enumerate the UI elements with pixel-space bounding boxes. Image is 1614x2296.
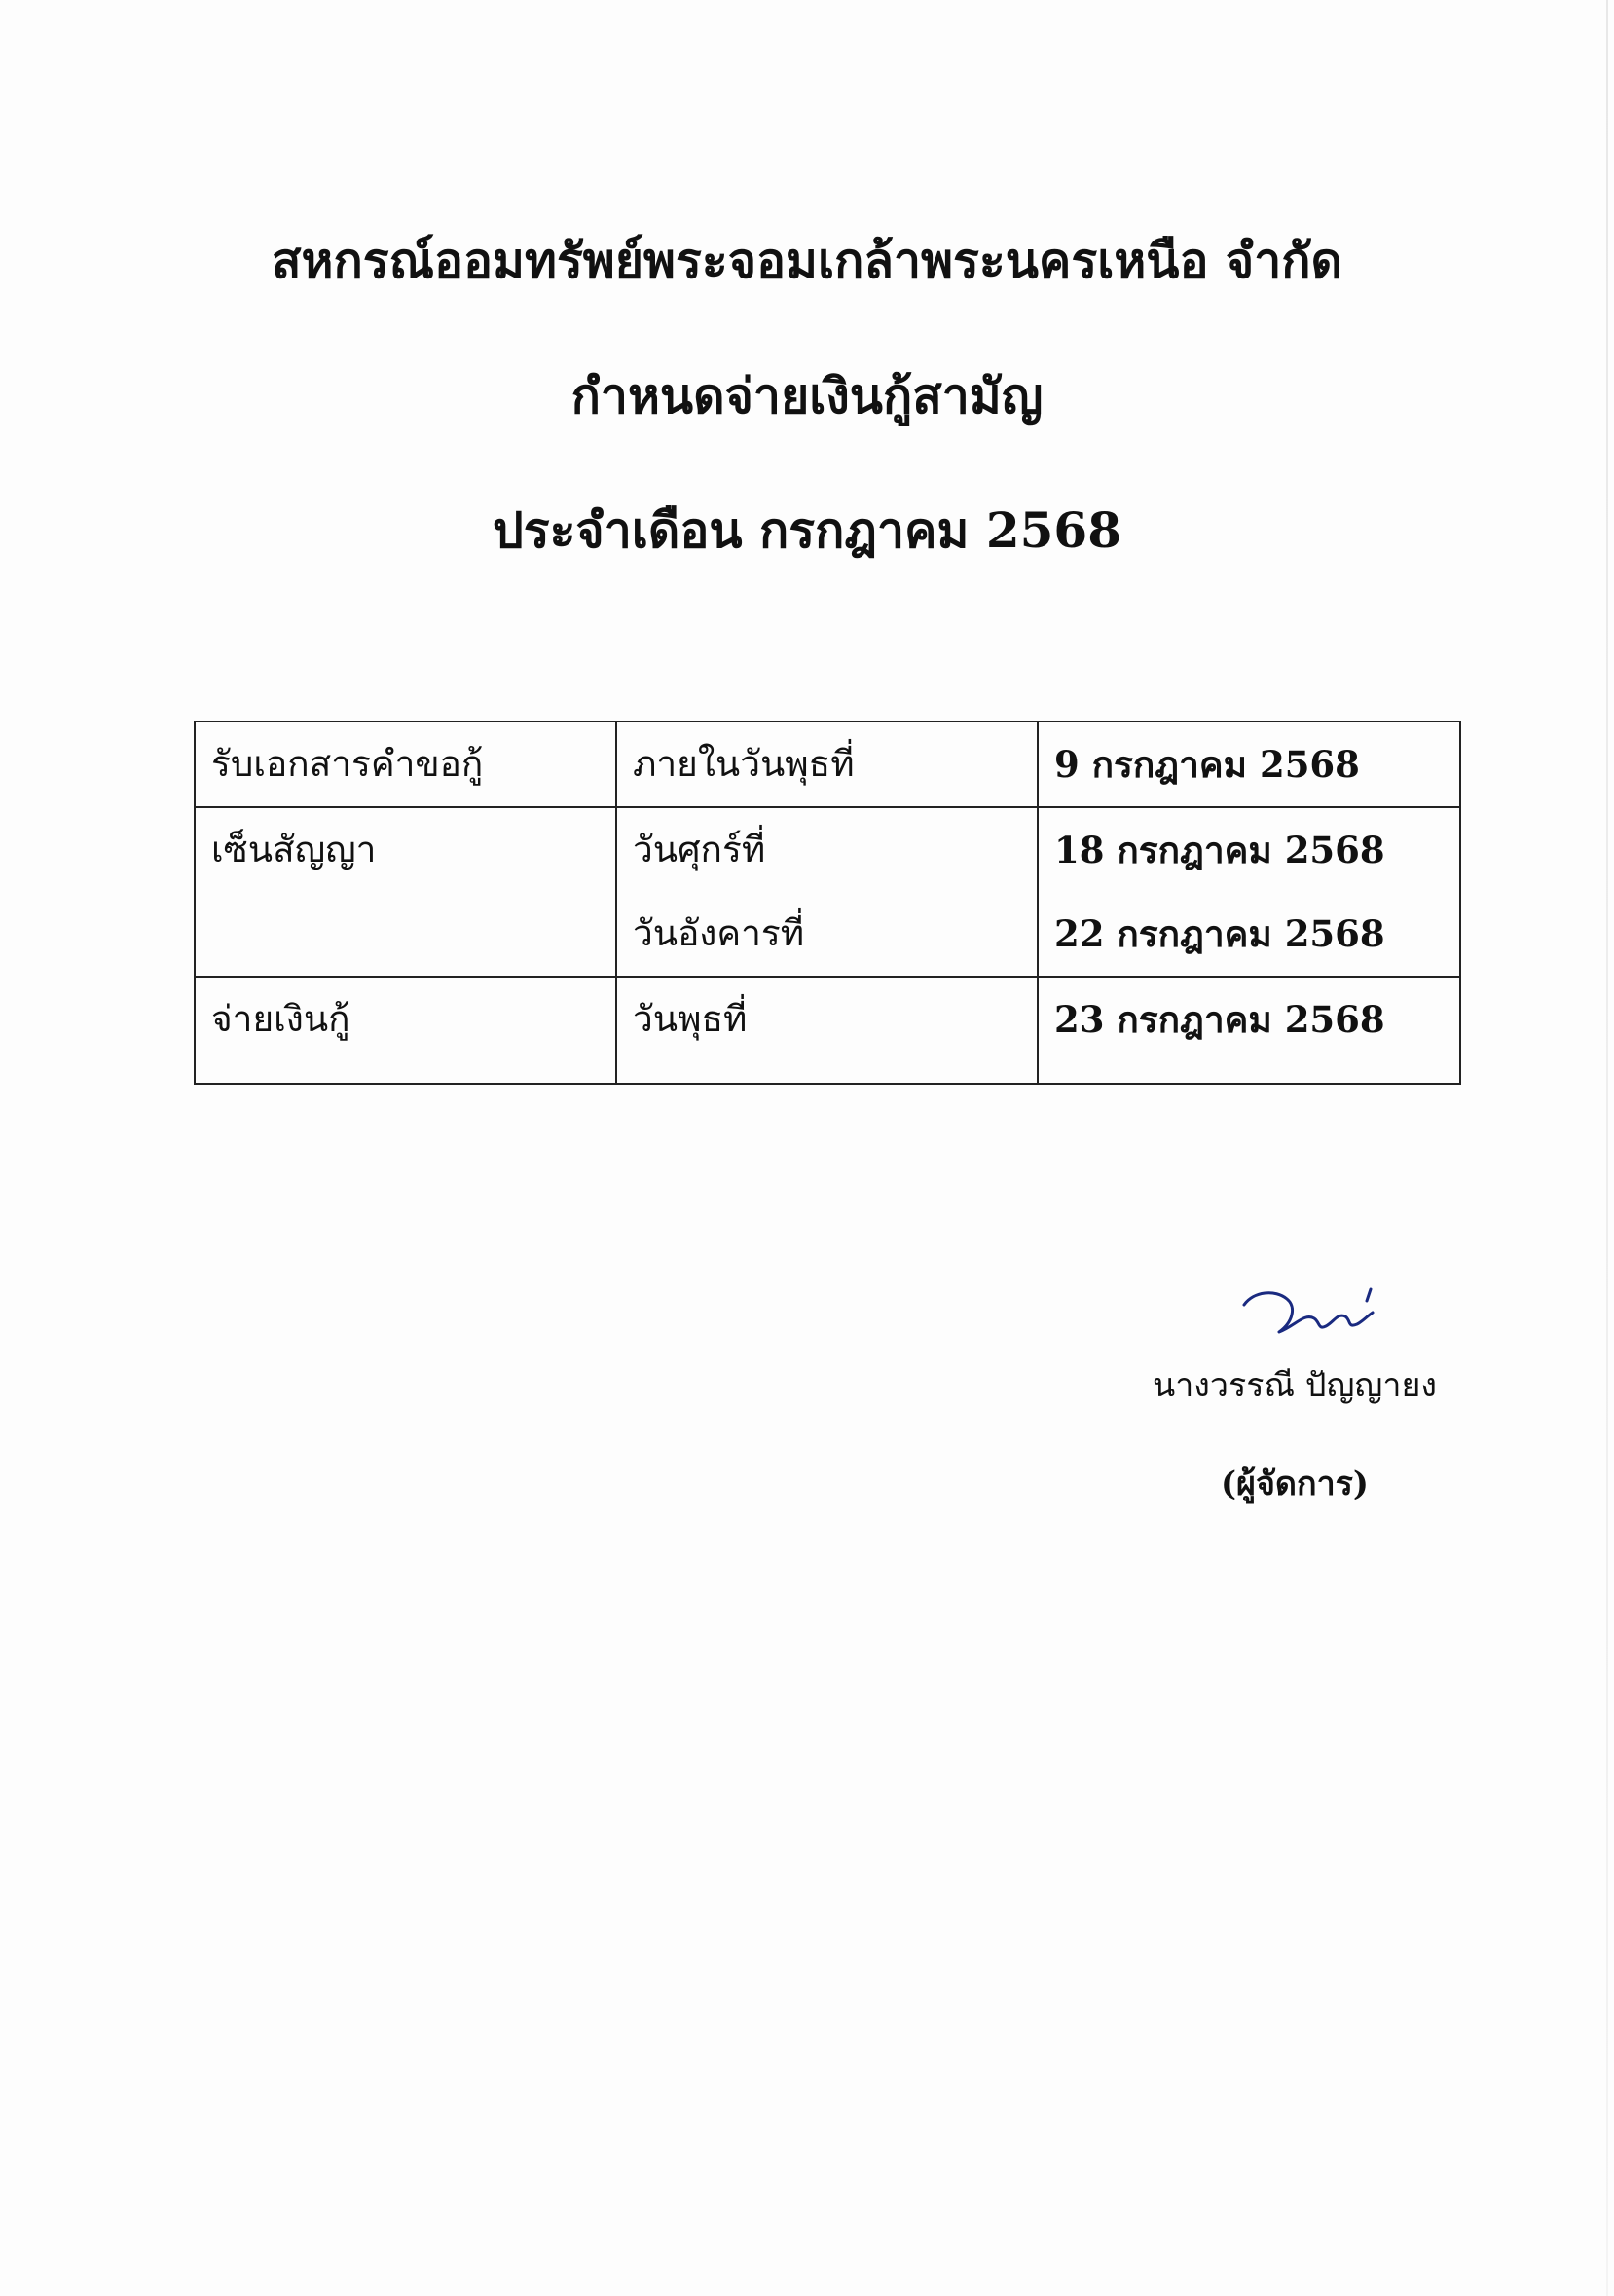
date-value: 9 กรกฎาคม 2568 xyxy=(1054,743,1360,786)
day-label: วันพุธที่ xyxy=(633,998,748,1040)
document-subject: กำหนดจ่ายเงินกู้สามัญ xyxy=(570,367,1044,425)
day-label: วันอังคารที่ xyxy=(633,912,805,954)
day-label: ภายในวันพุธที่ xyxy=(633,743,855,785)
date-value: 18 กรกฎาคม 2568 xyxy=(1054,829,1385,871)
step-label: รับเอกสารคำขอกู้ xyxy=(211,743,484,785)
step-label: เซ็นสัญญา xyxy=(211,829,377,870)
step-cell xyxy=(195,722,616,807)
signer-title: (ผู้จัดการ) xyxy=(1220,1464,1370,1503)
day-cell xyxy=(616,807,1038,977)
day-cell xyxy=(616,722,1038,807)
table-row xyxy=(195,977,1460,1084)
document-period: ประจำเดือน กรกฎาคม 2568 xyxy=(492,501,1122,559)
step-cell xyxy=(195,977,616,1084)
step-cell xyxy=(195,807,616,977)
date-value: 23 กรกฎาคม 2568 xyxy=(1054,998,1385,1041)
date-value: 22 กรกฎาคม 2568 xyxy=(1054,912,1385,955)
table-row xyxy=(195,807,1460,977)
day-label: วันศุกร์ที่ xyxy=(633,829,766,870)
scan-edge-shadow xyxy=(1606,0,1608,2296)
loan-schedule-table xyxy=(194,721,1461,1085)
day-cell xyxy=(616,977,1038,1084)
organization-title: สหกรณ์ออมทรัพย์พระจอมเกล้าพระนครเหนือ จำกัด xyxy=(271,232,1343,289)
step-label: จ่ายเงินกู้ xyxy=(211,998,350,1040)
signer-name: นางวรรณี ปัญญายง xyxy=(1152,1366,1438,1405)
date-cell xyxy=(1038,722,1460,807)
date-cell xyxy=(1038,807,1460,977)
date-cell xyxy=(1038,977,1460,1084)
handwritten-signature xyxy=(1236,1283,1392,1344)
table-row xyxy=(195,722,1460,807)
